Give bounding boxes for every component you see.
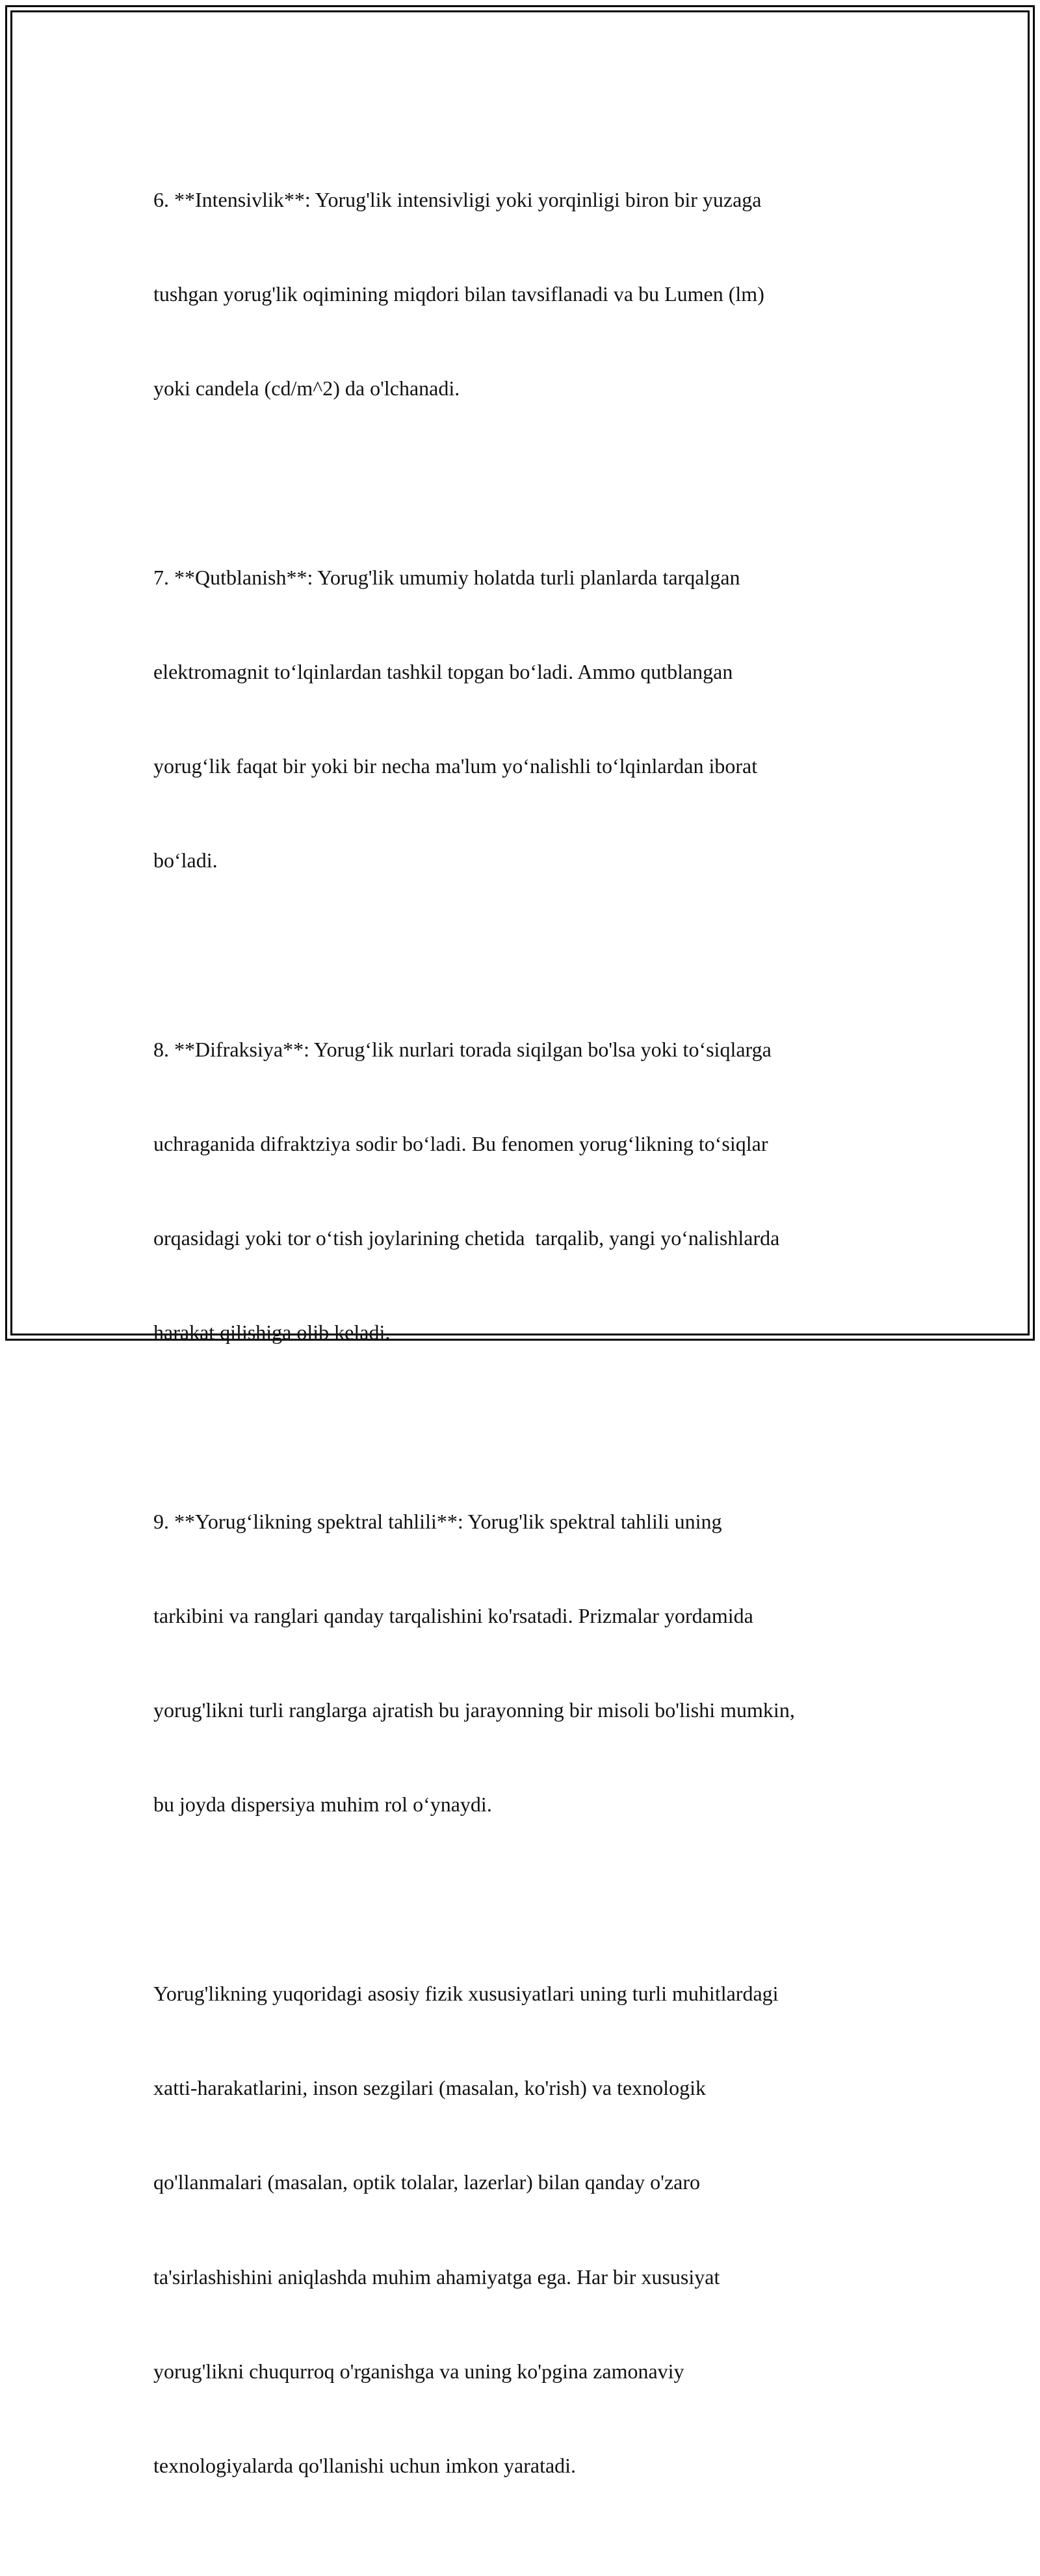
paragraph-conclusion [153, 1915, 901, 2544]
text-line: bu joyda dispersiya muhim rol o‘ynaydi. [153, 1793, 492, 1817]
text-line: orqasidagi yoki tor o‘tish joylarining chetida tarqalib, yangi yo‘nalishlarda [153, 1226, 780, 1250]
text-line: 7. **Qutblanish**: Yorug'lik umumiy holatda turli planlarda tarqalgan [153, 565, 740, 589]
text-line: 6. **Intensivlik**: Yorug'lik intensivligi yoki yorqinligi biron bir yuzaga [153, 187, 762, 211]
paragraph-difraksiya [153, 971, 901, 1412]
document-body [153, 121, 901, 2576]
text-line: tushgan yorug'lik oqimining miqdori bilan tavsiflanadi va bu Lumen (lm) [153, 282, 764, 306]
text-line: yorug‘lik faqat bir yoki bir necha ma'lum yo‘nalishli to‘lqinlardan iborat [153, 754, 758, 778]
text-line: Yorug'likning yuqoridagi asosiy fizik xususiyatlari uning turli muhitlardagi [153, 1981, 779, 2005]
paragraph-intensivlik [153, 121, 901, 467]
paragraph-qutblanish [153, 499, 901, 940]
text-line: yoki candela (cd/m^2) da o'lchanadi. [153, 376, 460, 401]
text-line: harakat qilishiga olib keladi. [153, 1321, 391, 1345]
text-line: 9. **Yorug‘likning spektral tahlili**: Yorug'lik spektral tahlili uning [153, 1509, 722, 1533]
text-line: 8. **Difraksiya**: Yorug‘lik nurlari torada siqilgan bo'lsa yoki to‘siqlarga [153, 1037, 772, 1061]
text-line: xatti-harakatlarini, inson sezgilari (masalan, ko'rish) va texnologik [153, 2076, 706, 2100]
text-line: qo'llanmalari (masalan, optik tolalar, lazerlar) bilan qanday o'zaro [153, 2170, 700, 2194]
text-line: tarkibini va ranglari qanday tarqalishini ko'rsatadi. Prizmalar yordamida [153, 1604, 753, 1628]
text-line: bo‘ladi. [153, 848, 218, 873]
text-line: ta'sirlashishini aniqlashda muhim ahamiyatga ega. Har bir xususiyat [153, 2265, 720, 2289]
text-line: elektromagnit to‘lqinlardan tashkil topgan bo‘ladi. Ammo qutblangan [153, 659, 733, 683]
text-line: yorug'likni chuqurroq o'rganishga va uning ko'pgina zamonaviy [153, 2359, 684, 2383]
paragraph-spektral-tahlil [153, 1443, 901, 1884]
text-line: uchraganida difraktziya sodir bo‘ladi. Bu fenomen yorug‘likning to‘siqlar [153, 1131, 768, 1155]
text-line: texnologiyalarda qo'llanishi uchun imkon yaratadi. [153, 2454, 577, 2477]
text-line: yorug'likni turli ranglarga ajratish bu jarayonning bir misoli bo'lishi mumkin, [153, 1698, 795, 1722]
